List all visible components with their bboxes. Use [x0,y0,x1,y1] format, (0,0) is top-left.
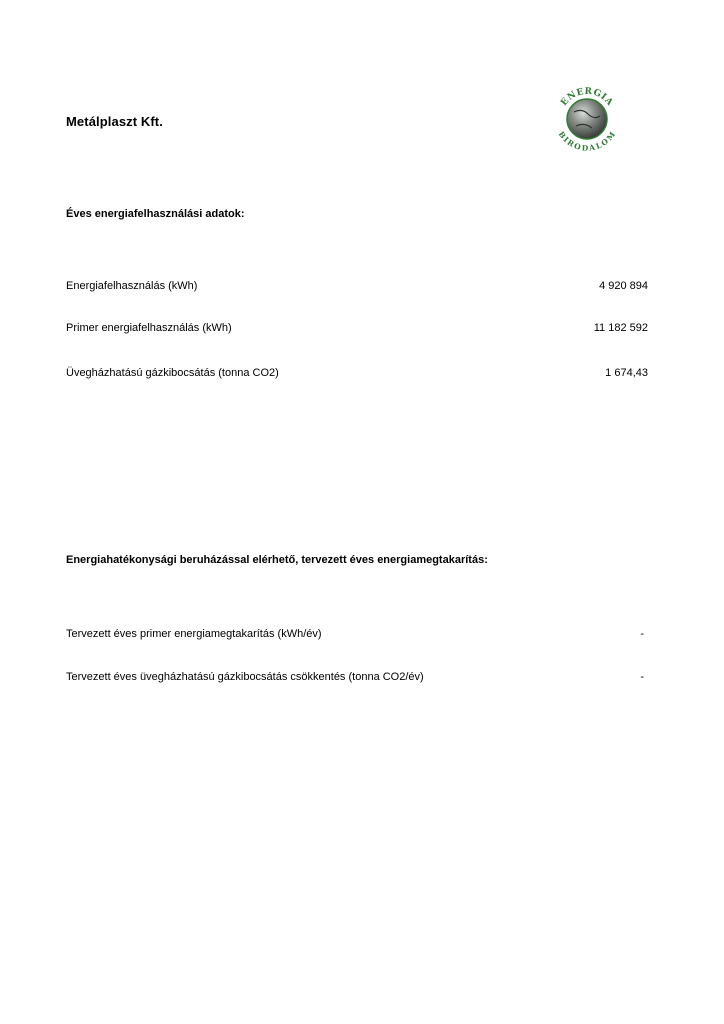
data-row-label: Üvegházhatású gázkibocsátás (tonna CO2) [66,367,279,379]
data-row-value: 4 920 894 [599,280,648,292]
logo-top-text: ENERGIA [559,86,615,109]
planned-savings-heading: Energiahatékonysági beruházással elérhető, tervezett éves energiamegtakarítás: [66,554,488,566]
data-row-label: Energiafelhasználás (kWh) [66,280,198,292]
data-row-value: 11 182 592 [593,322,648,334]
savings-row-value: - [640,671,644,683]
company-name: Metálplaszt Kft. [66,114,163,129]
savings-row [66,671,644,683]
savings-row [66,628,644,640]
logo-bottom-text: BIRODALOM [556,129,618,153]
annual-data-heading: Éves energiafelhasználási adatok: [66,208,245,220]
savings-row-label: Tervezett éves primer energiamegtakarítás (kWh/év) [66,628,322,640]
energia-birodalom-logo [552,82,622,154]
data-row [66,280,648,292]
savings-row-value: - [640,628,644,640]
data-row-label: Primer energiafelhasználás (kWh) [66,322,232,334]
data-row-value: 1 674,43 [605,367,648,379]
logo-graphic [552,82,622,154]
data-row [66,322,648,334]
data-row [66,367,648,379]
savings-row-label: Tervezett éves üvegházhatású gázkibocsátás csökkentés (tonna CO2/év) [66,671,424,683]
